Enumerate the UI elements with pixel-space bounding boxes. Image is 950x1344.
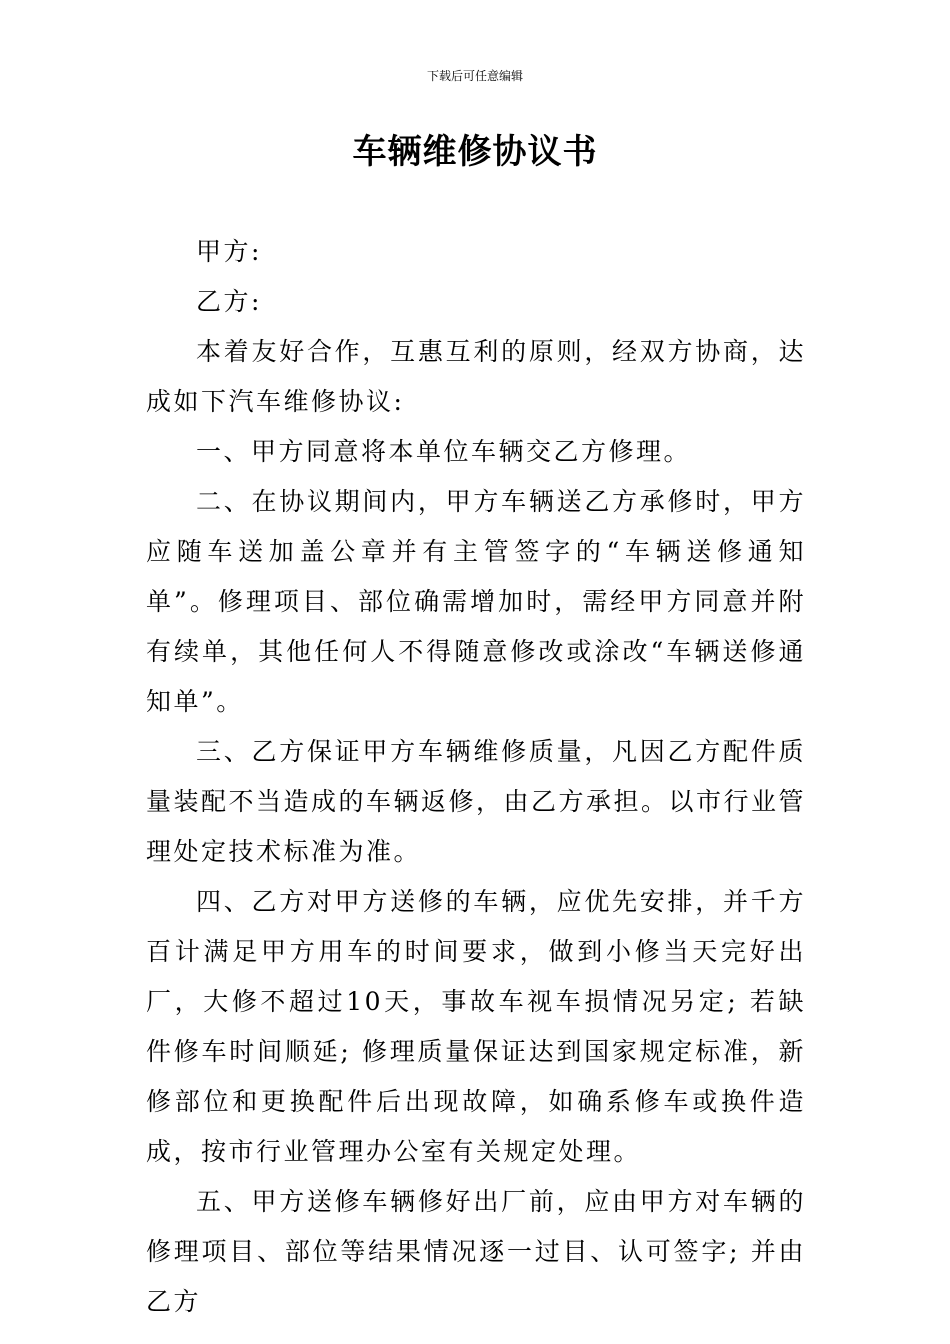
document-title: 车辆维修协议书 [352, 132, 598, 172]
clause-4-paragraph: 四、乙方对甲方送修的车辆，应优先安排，并千方百计满足甲方用车的时间要求，做到小修当天完好出厂，大修不超过10天，事故车视车损情况另定; 若缺件修车时间顺延; 修理质量保证达到国家规定标准，新修部位和更换配件后出现故障，如确系修车或换件造成，按市行业管理办公室有关规定处理。 [146, 887, 806, 1166]
clause-3-paragraph: 三、乙方保证甲方车辆维修质量，凡因乙方配件质量装配不当造成的车辆返修，由乙方承担。以市行业管理处定技术标准为准。 [146, 737, 807, 866]
party-a-line: 甲方: [196, 237, 262, 266]
preamble-paragraph: 本着友好合作，互惠互利的原则，经双方协商，达成如下汽车维修协议: [146, 337, 806, 416]
clause-1-paragraph: 一、甲方同意将本单位车辆交乙方修理。 [196, 437, 692, 466]
clause-5-paragraph: 五、甲方送修车辆修好出厂前，应由甲方对车辆的修理项目、部位等结果情况逐一过目、认可签字; 并由乙方 [146, 1187, 806, 1316]
header-note: 下载后可任意编辑 [426, 69, 523, 83]
clause-2-paragraph: 二、在协议期间内，甲方车辆送乙方承修时，甲方应随车送加盖公章并有主管签字的“车辆送修通知单”。修理项目、部位确需增加时，需经甲方同意并附有续单，其他任何人不得随意修改或涂改“车辆送修通知单”。 [146, 487, 806, 716]
party-b-line: 乙方: [196, 287, 262, 316]
document-body [146, 227, 806, 1327]
